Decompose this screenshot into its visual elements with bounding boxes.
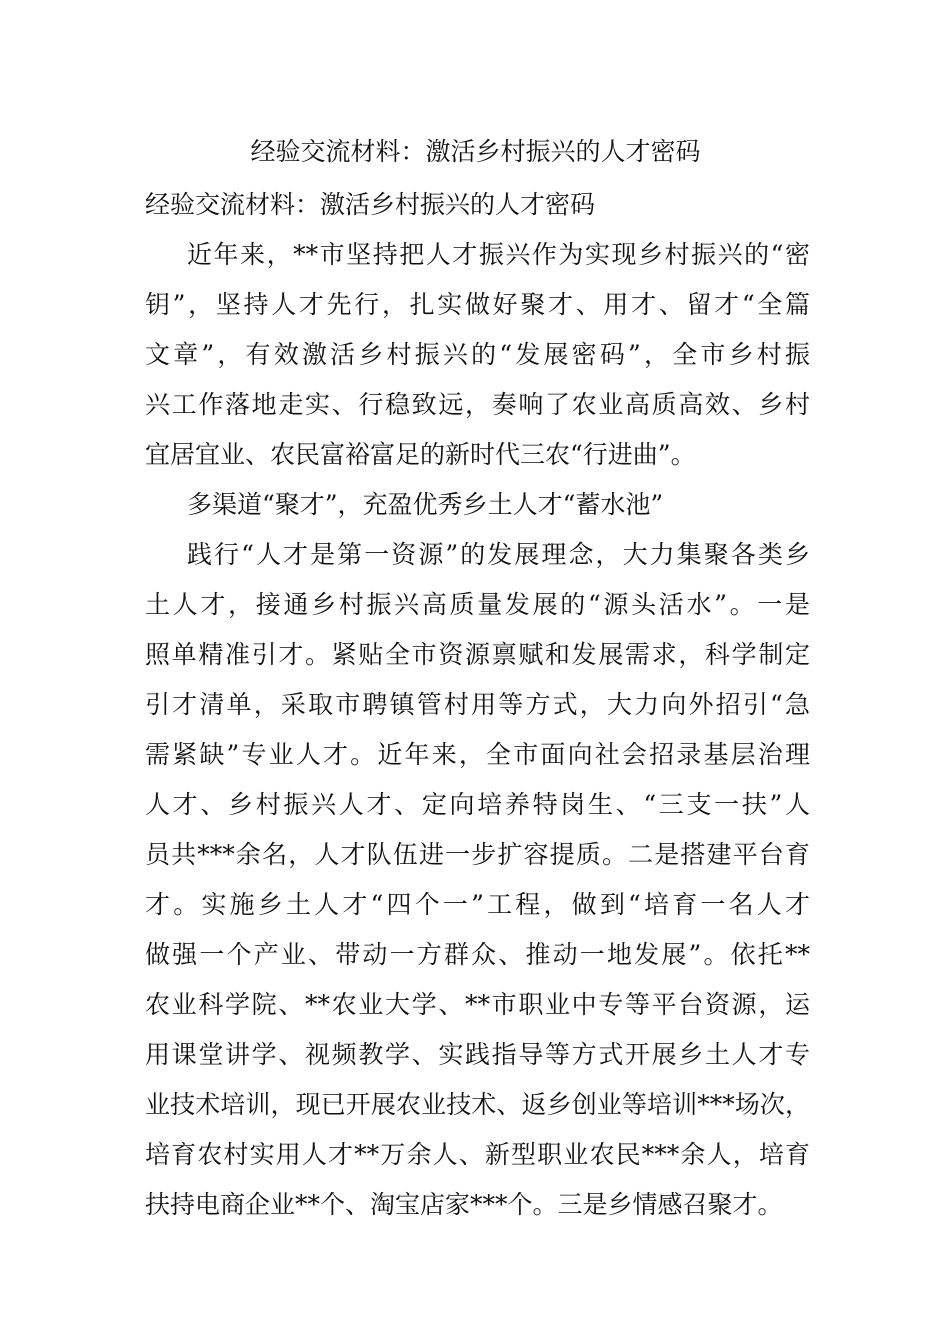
paragraph-line: 照单精准引才。紧贴全市资源禀赋和发展需求，科学制定 xyxy=(145,640,810,669)
paragraph-line: 业技术培训，现已开展农业技术、返乡创业等培训***场次， xyxy=(145,1090,810,1119)
paragraph-line: 引才清单，采取市聘镇管村用等方式，大力向外招引“急 xyxy=(145,690,810,719)
document-body xyxy=(145,180,810,1230)
document-title xyxy=(0,134,950,170)
document-subtitle: 经验交流材料：激活乡村振兴的人才密码 xyxy=(145,190,596,219)
paragraph-line: 用课堂讲学、视频教学、实践指导等方式开展乡土人才专 xyxy=(145,1040,810,1069)
paragraph-line: 农业科学院、**农业大学、**市职业中专等平台资源，运 xyxy=(145,990,810,1019)
paragraph-line: 扶持电商企业**个、淘宝店家***个。三是乡情感召聚才。 xyxy=(145,1190,783,1219)
paragraph-line: 做强一个产业、带动一方群众、推动一地发展”。依托** xyxy=(145,940,810,969)
paragraph-line: 才。实施乡土人才“四个一”工程，做到“培育一名人才 xyxy=(145,890,810,919)
paragraph-line: 员共***余名，人才队伍进一步扩容提质。二是搭建平台育 xyxy=(145,840,810,869)
paragraph-line: 土人才，接通乡村振兴高质量发展的“源头活水”。一是 xyxy=(145,590,810,619)
paragraph-line: 宜居宜业、农民富裕富足的新时代三农“行进曲”。 xyxy=(145,440,696,469)
paragraph-line: 钥”，坚持人才先行，扎实做好聚才、用才、留才“全篇 xyxy=(145,290,810,319)
paragraph-line: 人才、乡村振兴人才、定向培养特岗生、“三支一扶”人 xyxy=(145,790,810,819)
paragraph-line: 践行“人才是第一资源”的发展理念，大力集聚各类乡 xyxy=(187,540,810,569)
paragraph-line: 需紧缺”专业人才。近年来，全市面向社会招录基层治理 xyxy=(145,740,810,769)
paragraph-line: 兴工作落地走实、行稳致远，奏响了农业高质高效、乡村 xyxy=(145,390,810,419)
paragraph-line: 培育农村实用人才**万余人、新型职业农民***余人，培育 xyxy=(145,1140,810,1169)
paragraph-line: 文章”，有效激活乡村振兴的“发展密码”，全市乡村振 xyxy=(145,340,810,369)
section-heading: 多渠道“聚才”，充盈优秀乡土人才“蓄水池” xyxy=(187,490,664,519)
paragraph-line: 近年来，**市坚持把人才振兴作为实现乡村振兴的“密 xyxy=(187,240,810,269)
document-title-text: 经验交流材料：激活乡村振兴的人才密码 xyxy=(250,137,701,166)
